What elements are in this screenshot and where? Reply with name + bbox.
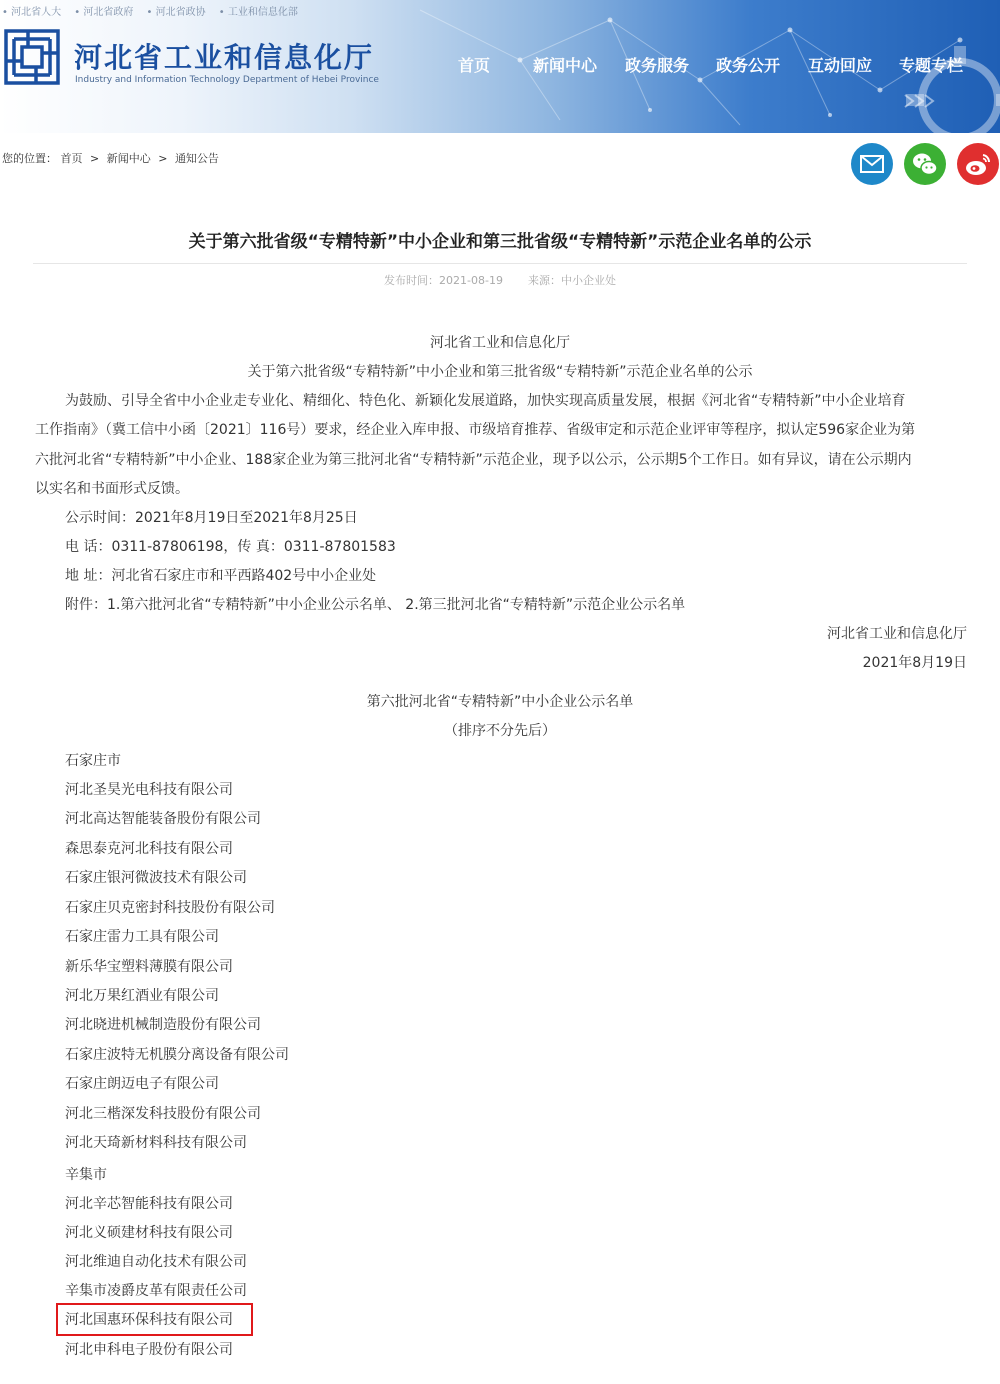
signature-org: 河北省工业和信息化厅 (827, 626, 967, 642)
source-value: 中小企业处 (560, 274, 616, 287)
site-header (0, 0, 1000, 133)
article-title: 关于第六批省级“专精特新”中小企业和第三批省级“专精特新”示范企业名单的公示 (188, 232, 812, 252)
top-link[interactable]: • 河北省政协 (147, 7, 206, 18)
company-item: 河北维迪自动化技术有限公司 (65, 1254, 247, 1270)
share-wechat-button[interactable] (904, 143, 946, 185)
breadcrumb (2, 150, 219, 166)
notice-period: 公示时间：2021年8月19日至2021年8月25日 (65, 510, 358, 526)
company-item: 辛集市凌爵皮革有限责任公司 (65, 1283, 247, 1299)
company-item: 石家庄雷力工具有限公司 (65, 929, 219, 945)
company-item: 河北圣昊光电科技有限公司 (65, 782, 233, 798)
company-item: 河北三楷深发科技股份有限公司 (65, 1106, 261, 1122)
company-item: 石家庄波特无机膜分离设备有限公司 (65, 1047, 289, 1063)
highlight-box (56, 1303, 253, 1336)
attachments[interactable]: 附件：1.第六批河北省“专精特新”中小企业公示名单、 2.第三批河北省“专精特新”示范企业公示名单 (65, 597, 686, 613)
site-subtitle: Industry and Information Technology Department of Hebei Province (75, 75, 379, 85)
contact-address: 地 址：河北省石家庄市和平西路402号中小企业处 (65, 568, 377, 584)
company-item: 石家庄贝克密封科技股份有限公司 (65, 900, 275, 916)
company-item: 森思泰克河北科技有限公司 (65, 841, 233, 857)
company-item: 河北天琦新材料科技有限公司 (65, 1135, 247, 1151)
company-item: 河北义硕建材科技有限公司 (65, 1225, 233, 1241)
breadcrumb-item-news[interactable]: 新闻中心 (106, 152, 151, 165)
city-heading: 石家庄市 (65, 753, 121, 769)
nav-item-news[interactable]: 新闻中心 (533, 56, 598, 75)
share-weibo-button[interactable] (957, 143, 999, 185)
nav-item-services[interactable]: 政务服务 (625, 56, 690, 75)
company-item-highlighted: 河北国惠环保科技有限公司 (65, 1312, 233, 1328)
list-note: （排序不分先后） (444, 723, 556, 739)
list-title: 第六批河北省“专精特新”中小企业公示名单 (366, 694, 634, 710)
top-link[interactable]: • 河北省政府 (74, 7, 133, 18)
date-label: 发布时间： (384, 274, 440, 287)
site-title[interactable]: 河北省工业和信息化厅 (74, 41, 375, 74)
breadcrumb-separator: > (90, 152, 100, 165)
signature-date: 2021年8月19日 (862, 655, 967, 671)
nav-item-home[interactable]: 首页 (458, 56, 491, 75)
site-logo-icon[interactable] (3, 28, 61, 86)
paragraph-line: 工作指南》（冀工信中小函〔2021〕116号）要求，经企业入库申报、市级培育推荐、省级审定和示范企业评审等程序，拟认定596家企业为第 (35, 422, 916, 438)
contact-phone: 电 话：0311-87806198，传 真：0311-87801583 (65, 539, 396, 555)
email-icon (851, 143, 893, 185)
breadcrumb-label: 您的位置： (2, 152, 57, 165)
company-item: 石家庄朗迈电子有限公司 (65, 1076, 219, 1092)
company-item: 河北万果红酒业有限公司 (65, 988, 219, 1004)
body-heading: 关于第六批省级“专精特新”中小企业和第三批省级“专精特新”示范企业名单的公示 (247, 364, 753, 380)
company-item: 河北申科电子股份有限公司 (65, 1342, 233, 1358)
top-links (2, 3, 308, 18)
paragraph-line: 以实名和书面形式反馈。 (35, 481, 189, 497)
breadcrumb-item-home[interactable]: 首页 (60, 152, 83, 165)
top-link[interactable]: • 河北省人大 (2, 7, 61, 18)
title-divider (33, 263, 967, 264)
nav-item-interaction[interactable]: 互动回应 (808, 56, 873, 75)
source-label: 来源： (527, 274, 561, 287)
paragraph-line: 为鼓励、引导全省中小企业走专业化、精细化、特色化、新颖化发展道路，加快实现高质量发展，根据《河北省“专精特新”中小企业培育 (65, 393, 906, 409)
share-email-button[interactable] (851, 143, 893, 185)
gear-decoration-icon (900, 40, 1000, 133)
paragraph-line: 六批河北省“专精特新”中小企业、188家企业为第三批河北省“专精特新”示范企业，现予以公示，公示期5个工作日。如有异议，请在公示期内 (35, 452, 912, 468)
breadcrumb-item-notices[interactable]: 通知公告 (174, 152, 219, 165)
article-meta (0, 272, 1000, 288)
body-org: 河北省工业和信息化厅 (430, 335, 570, 351)
company-item: 石家庄银河微波技术有限公司 (65, 870, 247, 886)
top-link[interactable]: • 工业和信息化部 (219, 7, 298, 18)
city-heading: 辛集市 (65, 1167, 107, 1183)
publish-date: 2021-08-19 (439, 274, 503, 287)
wechat-icon (904, 143, 946, 185)
company-item: 新乐华宝塑料薄膜有限公司 (65, 959, 233, 975)
weibo-icon (957, 143, 999, 185)
nav-item-topics[interactable]: 专题专栏 (899, 56, 964, 75)
company-item: 河北高达智能装备股份有限公司 (65, 811, 261, 827)
breadcrumb-separator: > (158, 152, 168, 165)
company-item: 河北辛芯智能科技有限公司 (65, 1196, 233, 1212)
company-item: 河北晓进机械制造股份有限公司 (65, 1017, 261, 1033)
nav-item-open-affairs[interactable]: 政务公开 (716, 56, 781, 75)
